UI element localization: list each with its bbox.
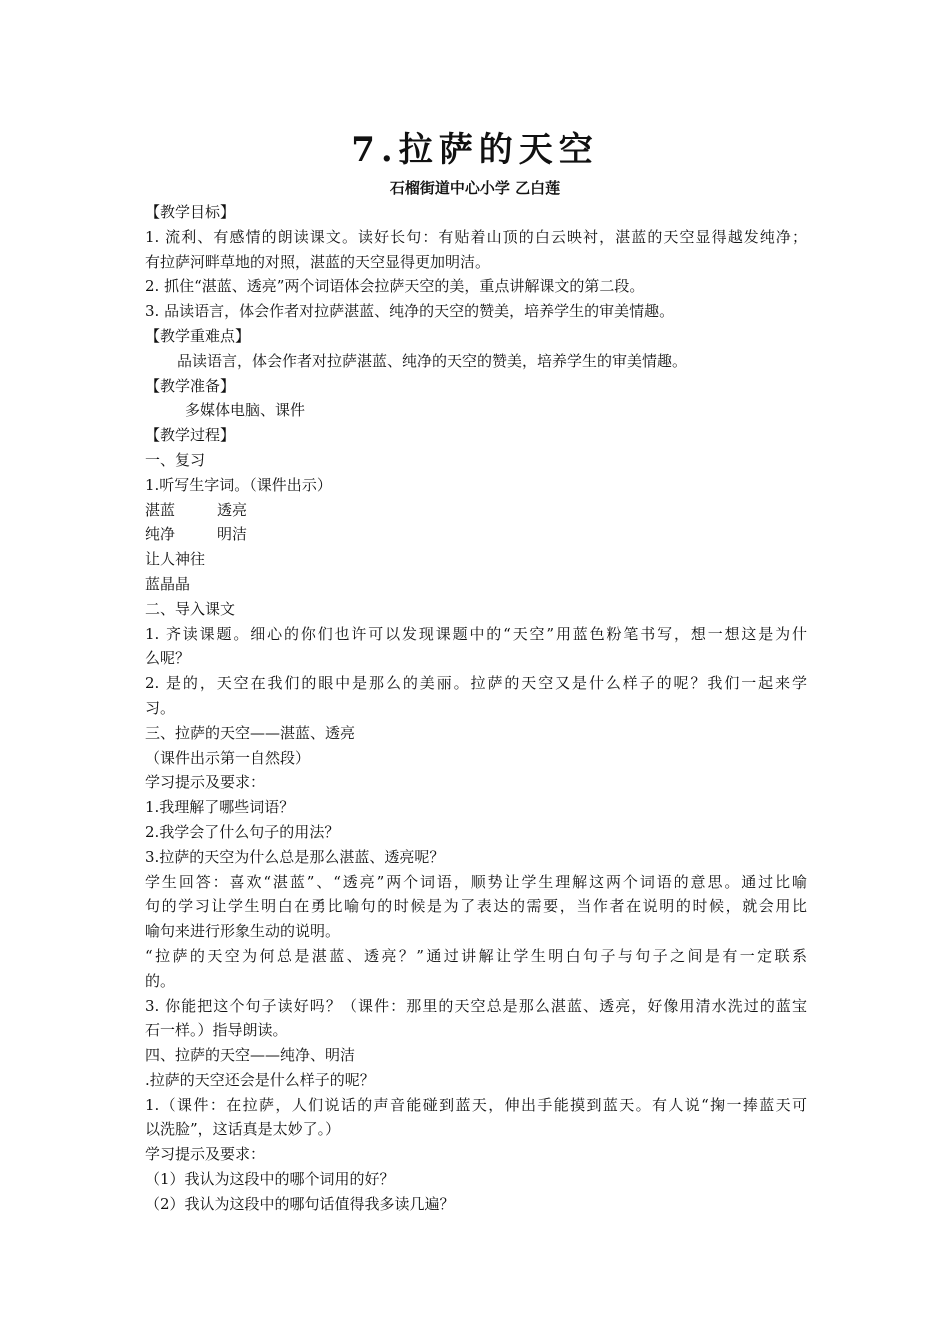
section-heading: 【教学过程】 — [145, 426, 236, 445]
text-line: .拉萨的天空还会是什么样子的呢？ — [145, 1070, 375, 1089]
section-heading: 【教学目标】 — [145, 203, 236, 221]
section-heading: 【教学重难点】 — [145, 326, 251, 345]
text-line: 1.（课件：在拉萨，人们说话的声音能碰到蓝天，伸出手能摸到蓝天。有人说“掬一捧蓝天可 — [145, 1095, 807, 1114]
vocab-word: 湛蓝 — [145, 500, 176, 519]
document-subtitle: 石榴街道中心小学 乙白莲 — [389, 179, 561, 197]
text-line: 2.我学会了什么句子的用法？ — [145, 822, 340, 841]
text-line: 四、拉萨的天空——纯净、明洁 — [145, 1046, 356, 1065]
text-line: 学习提示及要求： — [145, 773, 266, 792]
text-line: （课件出示第一自然段） — [145, 748, 311, 767]
text-line: 的。 — [145, 971, 176, 990]
text-line: 3.拉萨的天空为什么总是那么湛蓝、透亮呢？ — [145, 847, 445, 866]
text-line: （1）我认为这段中的哪个词用的好？ — [145, 1170, 395, 1189]
text-line: 1. 齐读课题。细心的你们也许可以发现课题中的“天空”用蓝色粉笔书写，想一想这是为什 — [145, 624, 807, 643]
text-line: 一、复习 — [145, 450, 206, 469]
text-line: 2. 是的，天空在我们的眼中是那么的美丽。拉萨的天空又是什么样子的呢？我们一起来学 — [145, 674, 807, 693]
text-line: 学生回答：喜欢“湛蓝”、“透亮”两个词语，顺势让学生理解这两个词语的意思。通过比喻 — [145, 872, 807, 891]
word-pair — [145, 522, 807, 547]
text-line: 喻句来进行形象生动的说明。 — [145, 922, 341, 941]
text-line: 1.听写生字词。（课件出示） — [145, 475, 332, 494]
text-line: 习。 — [145, 698, 176, 717]
text-line: 1. 流利、有感情的朗读课文。读好长句：有贴着山顶的白云映衬，湛蓝的天空显得越发纯净； — [145, 227, 807, 246]
text-line: 二、导入课文 — [145, 599, 236, 618]
vocab-word: 明洁 — [217, 525, 248, 544]
text-line: 有拉萨河畔草地的对照，湛蓝的天空显得更加明洁。 — [145, 252, 491, 271]
word-pair — [145, 498, 807, 523]
vocab-word: 纯净 — [145, 525, 176, 544]
text-line: 3. 品读语言，体会作者对拉萨湛蓝、纯净的天空的赞美，培养学生的审美情趣。 — [145, 302, 675, 321]
text-line: 以洗脸”，这话真是太妙了。） — [145, 1120, 341, 1139]
text-line: 1.我理解了哪些词语？ — [145, 798, 295, 817]
text-line: 学习提示及要求： — [145, 1145, 266, 1164]
vocab-word: 蓝晶晶 — [145, 574, 191, 593]
text-line: （2）我认为这段中的哪句话值得我多读几遍？ — [145, 1194, 455, 1213]
text-line: 2. 抓住“湛蓝、透亮”两个词语体会拉萨天空的美，重点讲解课文的第二段。 — [145, 277, 645, 296]
text-line: 三、拉萨的天空——湛蓝、透亮 — [145, 723, 356, 742]
document-body — [145, 200, 807, 1217]
document-title: 7.拉萨的天空 — [351, 130, 599, 170]
vocab-word: 让人神往 — [145, 550, 206, 569]
text-line: 石一样。）指导朗读。 — [145, 1021, 288, 1040]
text-line: 多媒体电脑、课件 — [185, 401, 306, 420]
text-line: 句的学习让学生明白在勇比喻句的时候是为了表达的需要，当作者在说明的时候，就会用比 — [145, 897, 807, 916]
section-heading: 【教学准备】 — [145, 376, 236, 395]
text-line: 品读语言，体会作者对拉萨湛蓝、纯净的天空的赞美，培养学生的审美情趣。 — [177, 351, 688, 370]
text-line: 3. 你能把这个句子读好吗？（课件：那里的天空总是那么湛蓝、透亮，好像用清水洗过的蓝宝 — [145, 996, 807, 1015]
text-line: 么呢？ — [145, 649, 191, 668]
text-line: “拉萨的天空为何总是湛蓝、透亮？”通过讲解让学生明白句子与句子之间是有一定联系 — [145, 946, 807, 965]
vocab-word: 透亮 — [217, 500, 248, 519]
